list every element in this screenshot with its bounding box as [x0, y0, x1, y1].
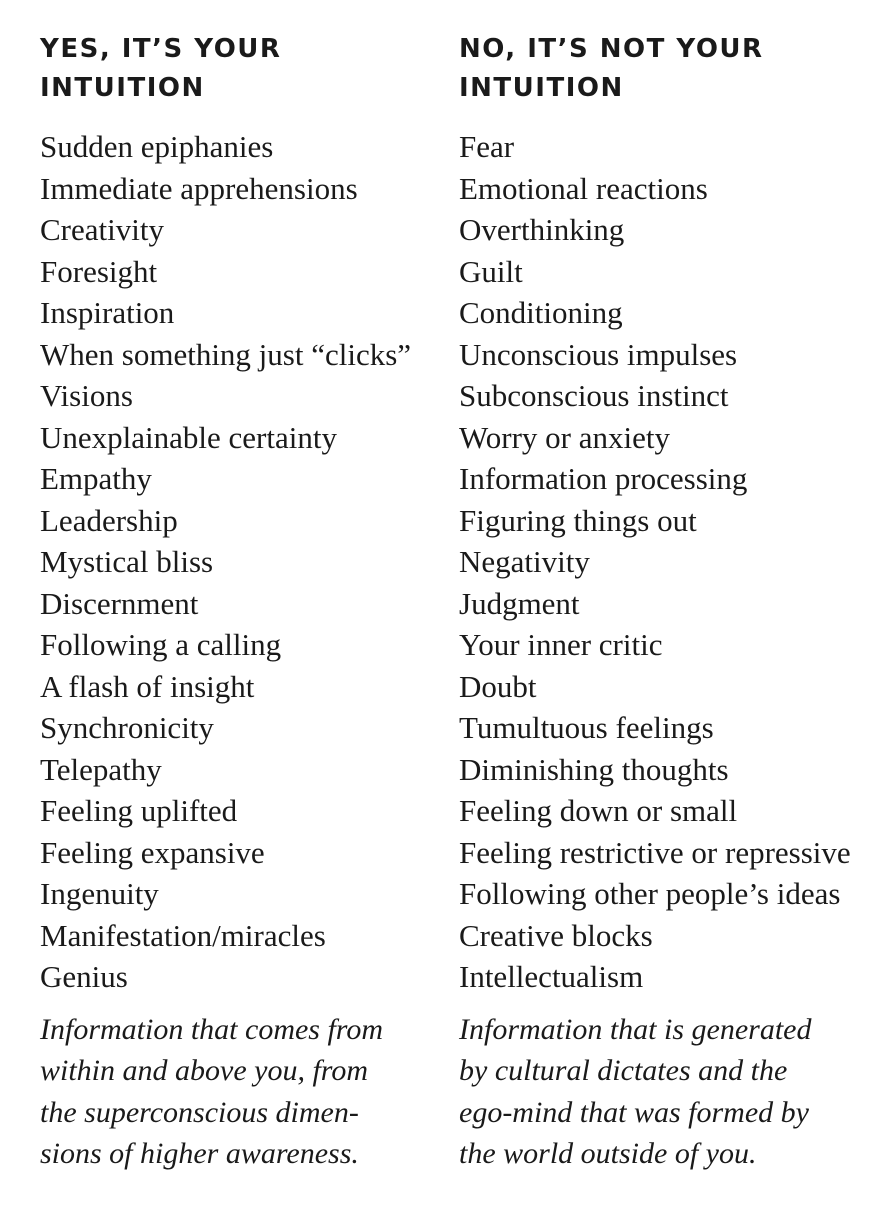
list-item: Fear	[459, 129, 515, 164]
list-item: Information processing	[459, 461, 748, 496]
list-item: Your inner critic	[459, 627, 663, 662]
list-item: Tumultuous feelings	[459, 710, 714, 745]
not-intuition-list	[459, 126, 872, 998]
list-item: Telepathy	[40, 751, 162, 787]
list-item: Creativity	[40, 212, 164, 247]
not-intuition-note: Information that is generated by cultural dictates and the ego-mind that was formed by the world outside of you.	[459, 1012, 812, 1170]
list-item: Judgment	[459, 585, 580, 621]
list-item: Leadership	[40, 502, 178, 538]
list-item: Discernment	[40, 585, 199, 621]
list-item: Manifestation/miracles	[40, 917, 326, 953]
list-item: A flash of insight	[40, 668, 255, 704]
yes-intuition-list	[40, 126, 460, 998]
list-item: Feeling uplifted	[40, 793, 238, 828]
list-item: Worry or anxiety	[459, 419, 670, 455]
list-item: Following a calling	[40, 627, 282, 662]
list-item: Subconscious instinct	[459, 378, 729, 413]
list-item: Overthinking	[459, 212, 625, 247]
list-item: Conditioning	[459, 295, 623, 330]
not-intuition-column	[459, 30, 872, 1175]
list-item: Feeling expansive	[40, 834, 265, 870]
list-item: Diminishing thoughts	[459, 751, 729, 787]
list-item: Unconscious impulses	[459, 336, 738, 372]
list-item: Doubt	[459, 668, 537, 704]
list-item: Figuring things out	[459, 502, 697, 538]
not-intuition-heading: NO, IT’S NOT YOUR INTUITION	[459, 34, 764, 103]
list-item: Sudden epiphanies	[40, 129, 274, 164]
list-item: Genius	[40, 959, 128, 994]
list-item: Inspiration	[40, 295, 175, 330]
list-item: Intellectualism	[459, 959, 644, 994]
yes-intuition-column	[40, 30, 460, 1175]
list-item: Mystical bliss	[40, 544, 214, 579]
yes-intuition-heading: YES, IT’S YOUR INTUITION	[40, 34, 282, 103]
list-item: Empathy	[40, 461, 152, 496]
yes-intuition-note: Information that comes from within and above you, from the superconscious dimen- sions of higher awareness.	[40, 1012, 384, 1170]
list-item: Following other people’s ideas	[459, 876, 841, 911]
list-item: Emotional reactions	[459, 170, 708, 206]
list-item: Ingenuity	[40, 876, 159, 911]
list-item: Feeling restrictive or repressive	[459, 834, 851, 870]
list-item: Immediate apprehensions	[40, 170, 358, 206]
list-item: Visions	[40, 378, 133, 413]
list-item: Creative blocks	[459, 917, 653, 953]
list-item: Guilt	[459, 253, 523, 289]
list-item: Unexplainable certainty	[40, 419, 337, 455]
list-item: Negativity	[459, 544, 590, 579]
list-item: Synchronicity	[40, 710, 214, 745]
list-item: Feeling down or small	[459, 793, 738, 828]
list-item: When something just “clicks”	[40, 336, 412, 372]
list-item: Foresight	[40, 253, 158, 289]
